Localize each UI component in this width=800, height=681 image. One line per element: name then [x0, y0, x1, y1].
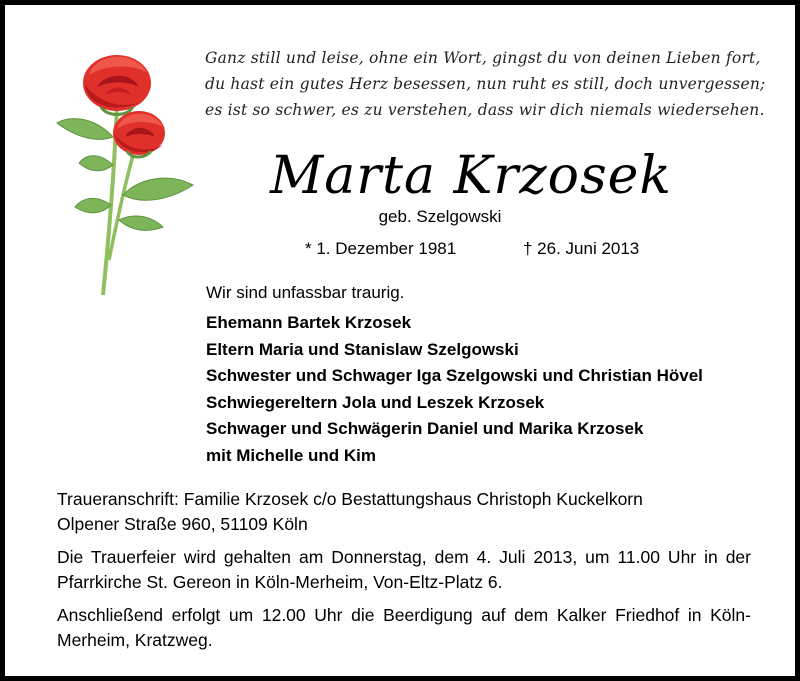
poem-line: du hast ein gutes Herz besessen, nun ruht es still, doch unvergessen; — [205, 75, 766, 93]
mourner-line: mit Michelle und Kim — [206, 445, 377, 465]
birth-date: * 1. Dezember 1981 — [305, 239, 457, 258]
address-line: Olpener Straße 960, 51109 Köln — [57, 514, 308, 534]
poem-line: Ganz still und leise, ohne ein Wort, gingst du von deinen Lieben fort, — [205, 49, 761, 67]
mourner-line: Ehemann Bartek Krzosek — [206, 313, 412, 332]
mourner-line: Schwiegereltern Jola und Leszek Krzosek — [206, 392, 545, 412]
address-line: Traueranschrift: Familie Krzosek c/o Bestattungshaus Christoph Kuckelkorn — [57, 489, 643, 509]
born-name: geb. Szelgowski — [378, 207, 502, 226]
mourner-line: Eltern Maria und Stanislaw Szelgowski — [206, 339, 519, 359]
rose-illustration — [45, 45, 205, 305]
mourner-line: Schwester und Schwager Iga Szelgowski und Christian Hövel — [206, 366, 703, 385]
mourning-address — [57, 487, 751, 537]
poem-line: es ist so schwer, es zu verstehen, dass wir dich niemals wiedersehen. — [205, 101, 765, 119]
deceased-name: Marta Krzosek — [270, 146, 672, 206]
grief-line: Wir sind unfassbar traurig. — [206, 283, 405, 302]
ceremony-text: Die Trauerfeier wird gehalten am Donnerstag, dem 4. Juli 2013, um 11.00 Uhr in der Pfarrkirche St. Gereon in Köln-Merheim, Von-Eltz-Platz 6. — [57, 547, 751, 592]
funeral-info — [57, 487, 751, 661]
death-date: † 26. Juni 2013 — [523, 239, 640, 258]
mourner-line: Schwager und Schwägerin Daniel und Marika Krzosek — [206, 419, 644, 438]
burial-text: Anschließend erfolgt um 12.00 Uhr die Beerdigung auf dem Kalker Friedhof in Köln-Merheim, Kratzweg. — [57, 605, 751, 650]
poem — [205, 45, 765, 123]
mourners-list — [206, 310, 703, 469]
